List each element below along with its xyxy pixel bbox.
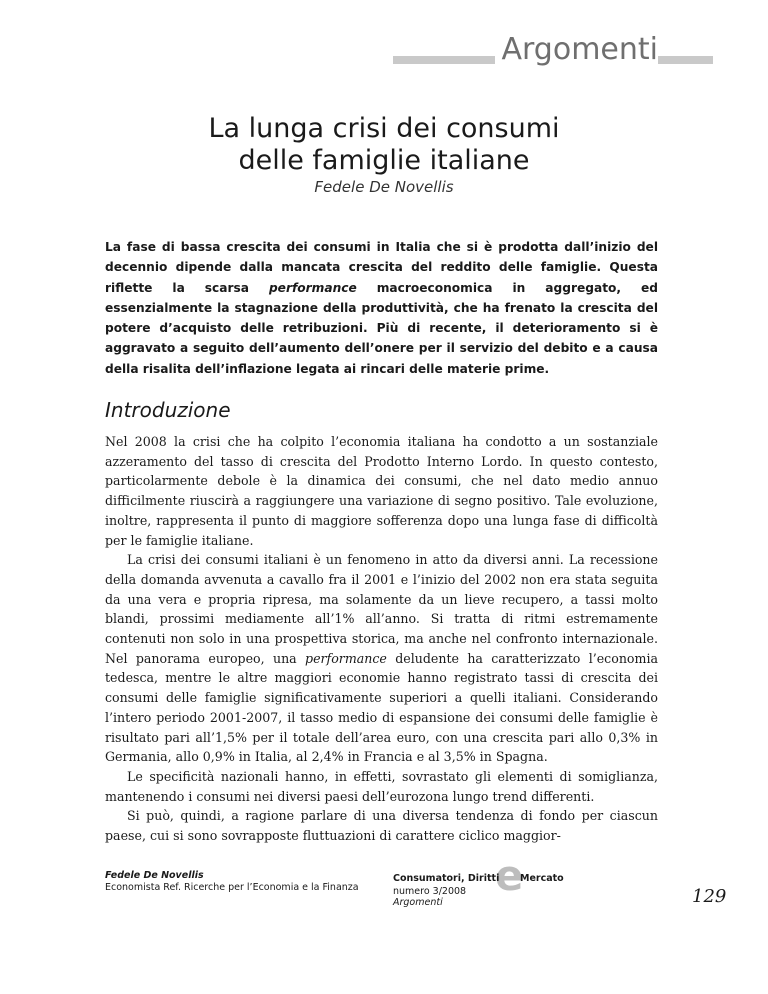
abstract-part-2: macroeconomica in aggregato, ed essenzialmente la stagnazione della produttività, che ha frenato la crescita del potere d’acquisto delle retribuzioni. Più di recente, il deterioramento si è aggravato a seguito dell’aumento dell’onere per il servizio del debito e a causa della risalita dell’inflazione legata ai rincari delle materie prime. [105,280,659,376]
journal-name-left: Consumatori, Diritti [393,873,500,884]
section-header: Argomenti [495,32,658,68]
paragraph-4: Si può, quindi, a ragione parlare di una diversa tendenza di fondo per ciascun paese, cui si sono sovrapposte fluttuazioni di carattere ciclico maggior- [105,808,658,844]
body-text [105,432,658,846]
journal-name [393,873,564,885]
title-line-1: La lunga crisi dei consumi [208,113,560,144]
footnote-author-name: Fedele De Novellis [105,870,204,881]
paragraph-3: Le specificità nazionali hanno, in effetti, sovrastato gli elementi di somiglianza, mantenendo i consumi nei diversi paesi dell’eurozona lungo trend differenti. [105,768,658,804]
journal-issue: numero 3/2008 [393,886,467,897]
journal-name-right: Mercato [520,873,564,884]
paragraph-2 [105,550,658,767]
journal-logo: e [495,851,524,900]
section-heading: Introduzione [105,398,231,422]
abstract-part-1: La fase di bassa crescita dei consumi in Italia che si è prodotta dall’inizio del decennio dipende dalla mancata crescita del reddito delle famiglie. Questa riflette la scarsa [105,240,658,295]
paragraph-2-emphasis: performance [305,650,387,666]
paragraph-2-part-a: La crisi dei consumi italiani è un fenomeno in atto da diversi anni. La recessione della domanda avvenuta a cavallo fra il 2001 e l’inizio del 2002 non era stata seguita da una vera e propria ripresa, ma solamente da un lieve recupero, a tassi molto blandi, prossimi mediamente all’1% all’anno. Si tratta di ritmi estremamente contenuti non solo in una prospettiva storica, ma anche nel confronto internazionale. Nel panorama europeo, una [105,552,658,666]
paragraph-2-part-b: deludente ha caratterizzato l’economia tedesca, mentre le altre maggiori economie hanno registrato tassi di crescita dei consumi delle famiglie significativamente superiori a quelli italiani. Considerando l’intero periodo 2001-2007, il tasso medio di espansione dei consumi delle famiglie è risultato pari all’1,5% per il totale dell’area euro, con una crescita pari allo 0,3% in Germania, allo 0,9% in Italia, al 2,4% in Francia e al 3,5% in Spagna. [105,650,658,765]
abstract [105,237,658,379]
article-title [0,113,768,177]
title-line-2: delle famiglie italiane [238,145,530,176]
journal-footer [393,851,593,913]
author-footnote [105,870,359,894]
journal-section: Argomenti [393,897,443,908]
footnote-author-role: Economista Ref. Ricerche per l’Economia e la Finanza [105,882,359,893]
abstract-emphasis: performance [268,280,357,295]
paragraph-1: Nel 2008 la crisi che ha colpito l’economia italiana ha condotto a un sostanziale azzeramento del tasso di crescita del Prodotto Interno Lordo. In questo contesto, particolarmente debole è la dinamica dei consumi, che nel dato medio annuo difficilmente riuscirà a raggiungere una variazione di segno positivo. Tale evoluzione, inoltre, rappresenta il punto di maggiore sofferenza dopo una lunga fase di difficoltà per le famiglie italiane. [105,434,658,548]
article-author: Fedele De Novellis [314,178,454,196]
page-number: 129 [692,886,727,907]
